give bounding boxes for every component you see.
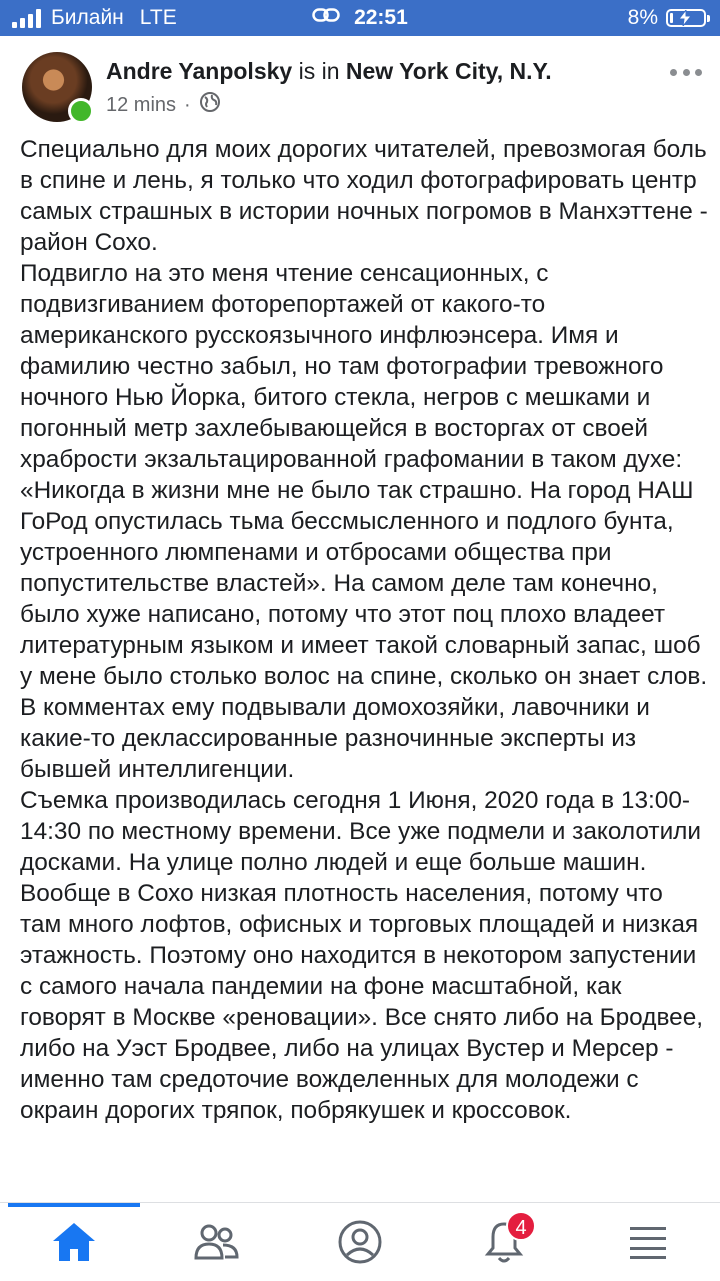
status-right [628, 6, 706, 30]
is-in-text: is in [292, 58, 346, 84]
battery-percent: 8% [627, 6, 658, 29]
clock-label: 22:51 [354, 6, 408, 29]
location-link[interactable]: New York City, N.Y. [345, 58, 552, 84]
notification-badge: 4 [506, 1211, 536, 1241]
home-icon [51, 1221, 97, 1263]
meta-separator: · [184, 93, 191, 116]
globe-icon [199, 91, 221, 119]
author-name[interactable]: Andre Yanpolsky [106, 58, 293, 84]
network-label: LTE [139, 6, 177, 29]
status-time [0, 6, 720, 30]
post-author-line [106, 58, 552, 85]
post-text: Специально для моих дорогих читателей, превозмогая боль в спине и лень, я только что ходил фотографировать центр самых страшных в истории ночных погромов в Манхэттене - район Сохо. Подвигло на это меня чтение сенсационных, с подвизгиванием фоторепортажей от какого-то американского русскоязычного инфлюэнсера. Имя и фамилию честно забыл, но там фотографии тревожного ночного Нью Йорка, битого стекла, негров с мешками и погонный метр захлебывающейся в восторгах от своей храбрости экзальтацированной графомании в таком духе: «Никогда в жизни мне не было так страшно. На город НАШ ГоРод опустилась тьма бессмысленного и подлого бунта, устроенного люмпенами и отбросами общества при попустительстве властей». На самом деле там конечно, было хуже написано, потому что этот поц плохо владеет литературным языком и имеет такой словарный запас, шоб у мене было столько волос на спине, сколько он знает слов. В комментах ему подвывали домохозяйки, лавочники и какие-то деклассированные разночинные эксперты из бывшей интеллигенции. Съемка производилась сегодня 1 Июня, 2020 года в 13:00-14:30 по местному времени. Все уже подмели и заколотили досками. На улице полно людей и еще больше машин. Вообще в Сохо низкая плотность населения, потому что там много лофтов, офисных и торговых площадей и низкая этажность. Поэтому оно находится в некотором запустении с самого начала пандемии на фоне масштабной, как говорят в Москве «реновации». Все снято либо на Бродвее, либо на Уэст Бродвее, либо на улицах Вустер и Мерсер - именно там средоточие вожделенных для молодежи с окраин дорогих тряпок, побрякушек и кроссовок. [20, 136, 708, 1124]
tab-profile[interactable] [330, 1217, 390, 1267]
status-bar [0, 0, 720, 36]
online-status-dot [68, 98, 94, 124]
menu-icon [628, 1225, 668, 1259]
battery-charging-icon [666, 9, 706, 27]
post-timestamp[interactable]: 12 mins [106, 93, 177, 116]
tab-menu[interactable] [618, 1217, 678, 1267]
tab-notifications[interactable] [474, 1217, 534, 1267]
carrier-label: Билайн [51, 6, 124, 29]
post-meta [106, 91, 221, 119]
profile-icon [337, 1219, 383, 1265]
tab-home[interactable] [44, 1217, 104, 1267]
bottom-tab-bar [0, 1202, 720, 1281]
active-tab-indicator [8, 1203, 140, 1207]
tab-friends[interactable] [186, 1217, 246, 1267]
friends-icon [193, 1222, 239, 1262]
link-icon [312, 6, 340, 30]
battery-fill [670, 13, 673, 23]
more-options-button[interactable] [670, 62, 702, 82]
